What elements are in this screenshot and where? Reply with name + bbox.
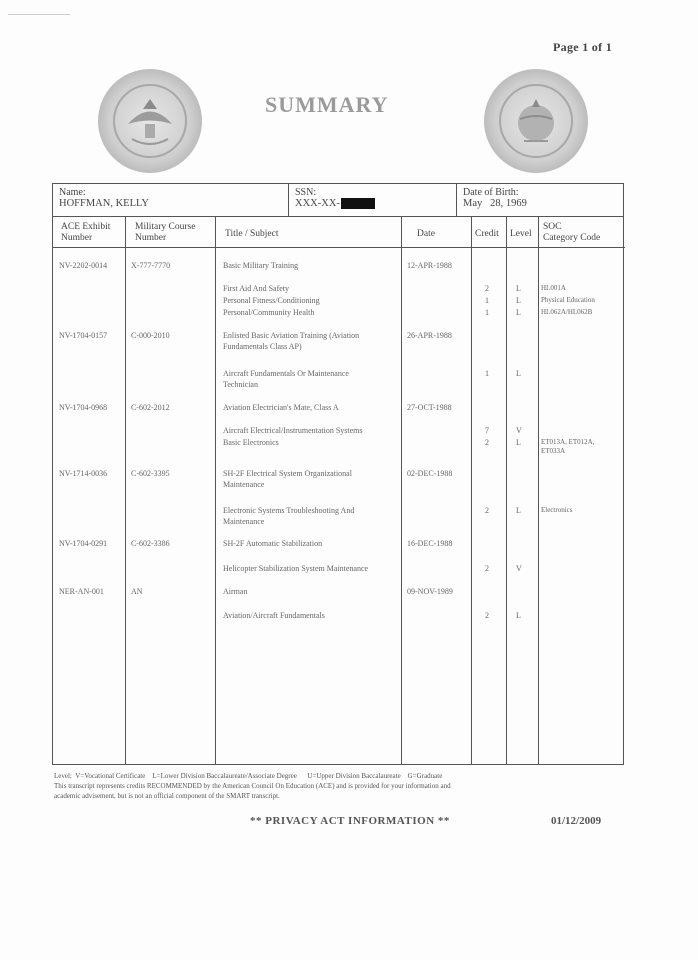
privacy-notice: ** PRIVACY ACT INFORMATION ** <box>250 815 450 827</box>
ace-number: NV-1704-0157 <box>59 331 108 340</box>
ace-note-line1: This transcript represents credits RECOMMENDED by the American Council On Education (ACE) and is provided for your information and <box>54 782 451 790</box>
ace-number: NER-AN-001 <box>59 587 104 596</box>
title-subject-continued: Fundamentals Class AP) <box>223 342 302 351</box>
ace-number: NV-1714-0036 <box>59 469 108 478</box>
title-subject: Personal/Community Health <box>223 308 315 317</box>
credit-value: 2 <box>485 284 489 293</box>
column-divider <box>506 217 507 765</box>
col-credit-text: Credit <box>475 229 499 239</box>
military-course-number: C-602-2012 <box>131 403 170 412</box>
navy-seal-icon <box>98 69 202 173</box>
level-value: L <box>516 506 521 515</box>
col-soc-line1: SOC <box>543 222 562 232</box>
ace-note-line2: academic advisement, but is not an official component of the SMART transcript. <box>54 792 280 800</box>
document-title: SUMMARY <box>265 92 389 117</box>
title-subject: Enlisted Basic Aviation Training (Aviation <box>223 331 360 340</box>
title-subject: Aircraft Fundamentals Or Maintenance <box>223 369 349 378</box>
military-course-number: C-602-3395 <box>131 469 170 478</box>
credit-value: 1 <box>485 369 489 378</box>
col-mil-line2: Number <box>135 233 167 243</box>
military-course-number: X-777-7770 <box>131 261 171 270</box>
dob-cell <box>457 184 623 217</box>
title-subject-continued: Maintenance <box>223 517 265 526</box>
soc-code: HL062A/HL062B <box>541 308 593 316</box>
title-subject-continued: Technician <box>223 380 258 389</box>
column-divider <box>401 217 402 765</box>
ace-number: NV-2202-0014 <box>59 261 108 270</box>
credit-value: 7 <box>485 426 489 435</box>
title-subject: SH-2F Electrical System Organizational <box>223 469 352 478</box>
level-value: L <box>516 308 521 317</box>
scan-artifact <box>8 14 70 15</box>
credit-value: 1 <box>485 296 489 305</box>
column-divider <box>538 217 539 765</box>
ace-number: NV-1704-0291 <box>59 539 108 548</box>
title-subject: Airman <box>223 587 248 596</box>
military-course-number: AN <box>131 587 143 596</box>
credit-value: 2 <box>485 438 489 447</box>
level-value: V <box>516 564 522 573</box>
level-value: L <box>516 611 521 620</box>
course-date: 09-NOV-1989 <box>407 587 453 596</box>
soc-code: ET013A, ET012A, <box>541 438 595 446</box>
redaction-bar <box>341 198 375 209</box>
col-date-text: Date <box>417 229 435 239</box>
summary-table <box>52 183 624 765</box>
level-value: L <box>516 369 521 378</box>
column-divider <box>125 217 126 765</box>
title-subject: Aircraft Electrical/Instrumentation Systems <box>223 426 363 435</box>
level-value: L <box>516 284 521 293</box>
title-subject: Helicopter Stabilization System Maintenance <box>223 564 369 573</box>
col-soc-line2: Category Code <box>543 233 601 243</box>
ace-number: NV-1704-0968 <box>59 403 108 412</box>
title-subject: Aviation Electrician's Mate, Class A <box>223 403 339 412</box>
course-date: 12-APR-1988 <box>407 261 452 270</box>
col-credit-header <box>475 229 499 240</box>
credit-value: 1 <box>485 308 489 317</box>
title-subject: First Aid And Safety <box>223 284 290 293</box>
title-subject: Aviation/Aircraft Fundamentals <box>223 611 325 620</box>
course-date: 16-DEC-1988 <box>407 539 453 548</box>
soc-code: Electronics <box>541 506 573 514</box>
dob-value: May 28, 1969 <box>463 198 527 209</box>
ssn-value: XXX-XX- <box>295 198 340 209</box>
col-ace-header <box>61 222 110 244</box>
soc-code: Physical Education <box>541 296 595 304</box>
ssn-label: SSN: <box>295 187 317 198</box>
level-value: V <box>516 426 522 435</box>
title-subject-continued: Maintenance <box>223 480 265 489</box>
credit-value: 2 <box>485 611 489 620</box>
title-subject: SH-2F Automatic Stabilization <box>223 539 323 548</box>
title-subject: Electronic Systems Troubleshooting And <box>223 506 355 515</box>
col-title-header <box>225 229 279 240</box>
col-ace-line2: Number <box>61 233 93 243</box>
col-level-text: Level <box>510 229 532 239</box>
column-divider <box>471 217 472 765</box>
soc-code: HL001A <box>541 284 566 292</box>
name-cell <box>53 184 289 217</box>
col-ace-line1: ACE Exhibit <box>61 222 111 232</box>
title-subject: Basic Electronics <box>223 438 279 447</box>
level-value: L <box>516 296 521 305</box>
title-subject: Personal Fitness/Conditioning <box>223 296 320 305</box>
col-title-text: Title / Subject <box>225 229 279 239</box>
column-divider <box>215 217 216 765</box>
course-date: 02-DEC-1988 <box>407 469 453 478</box>
marine-corps-seal-icon <box>484 69 588 173</box>
col-mil-line1: Military Course <box>135 222 196 232</box>
credit-value: 2 <box>485 564 489 573</box>
military-course-number: C-602-3386 <box>131 539 170 548</box>
ssn-cell <box>289 184 457 217</box>
print-date: 01/12/2009 <box>551 815 602 827</box>
soc-code-continued: ET033A <box>541 447 566 455</box>
course-date: 26-APR-1988 <box>407 331 452 340</box>
level-value: L <box>516 438 521 447</box>
level-legend: Level: V=Vocational Certificate L=Lower Division Baccalaureate/Associate Degree U=Upper Division Baccalaureate G=Graduate <box>54 772 443 780</box>
col-military-header <box>135 222 195 244</box>
col-soc-header <box>543 222 600 244</box>
dob-label: Date of Birth: <box>463 187 519 198</box>
name-label: Name: <box>59 187 86 198</box>
page-number: Page 1 of 1 <box>553 40 612 54</box>
title-subject: Basic Military Training <box>223 261 299 270</box>
col-level-header <box>510 229 532 240</box>
personal-info-row <box>53 184 623 217</box>
credit-value: 2 <box>485 506 489 515</box>
col-date-header <box>417 229 435 240</box>
course-date: 27-OCT-1988 <box>407 403 452 412</box>
military-course-number: C-000-2010 <box>131 331 170 340</box>
name-value: HOFFMAN, KELLY <box>59 198 149 209</box>
